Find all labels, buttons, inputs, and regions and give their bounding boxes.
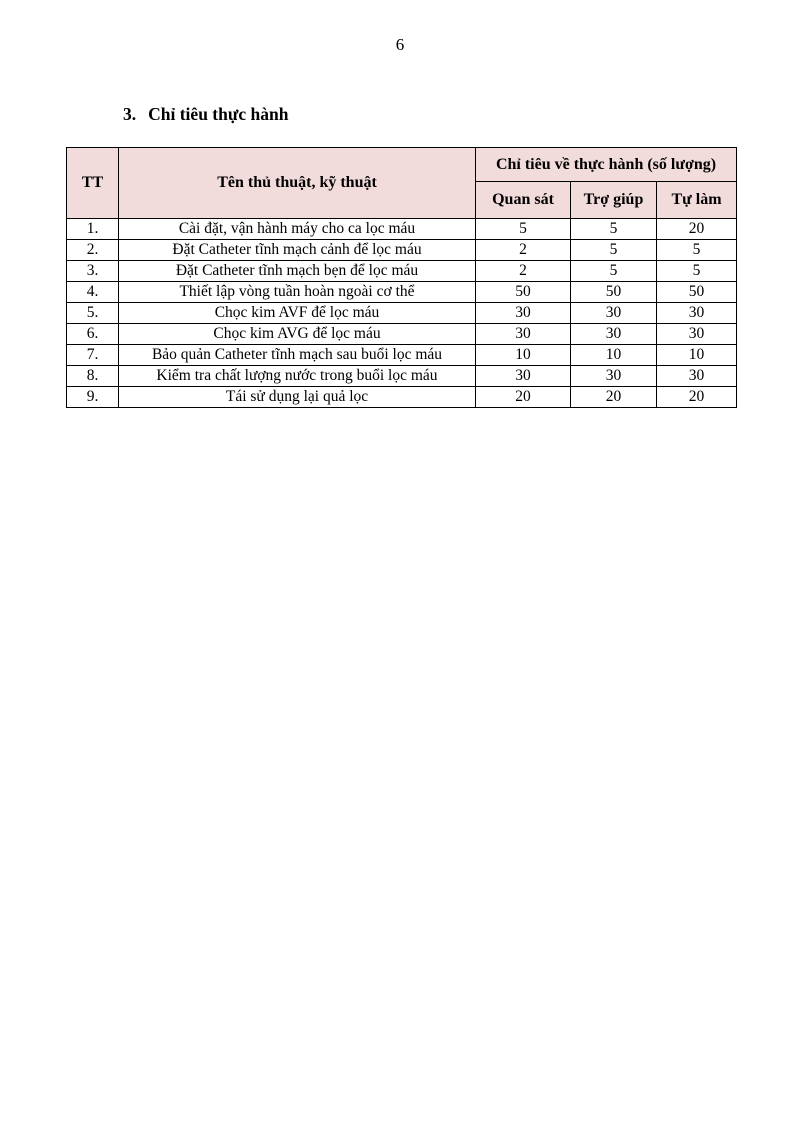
row-number-cell: 8. (67, 366, 119, 387)
procedure-name-cell: Thiết lập vòng tuần hoàn ngoài cơ thể (119, 282, 476, 303)
table-header (67, 148, 737, 219)
self-count-cell: 30 (657, 366, 737, 387)
procedure-name-cell: Tái sử dụng lại quả lọc (119, 387, 476, 408)
table-row (67, 345, 737, 366)
table-row (67, 219, 737, 240)
procedure-name-cell: Chọc kim AVG để lọc máu (119, 324, 476, 345)
observe-count-cell: 5 (476, 219, 571, 240)
page-number: 6 (395, 35, 405, 54)
row-number-cell: 3. (67, 261, 119, 282)
row-number-cell: 5. (67, 303, 119, 324)
table-row (67, 261, 737, 282)
procedure-name-cell: Bảo quản Catheter tĩnh mạch sau buổi lọc máu (119, 345, 476, 366)
assist-count-cell: 5 (571, 219, 657, 240)
assist-count-cell: 5 (571, 261, 657, 282)
observe-count-cell: 10 (476, 345, 571, 366)
table-row (67, 387, 737, 408)
observe-count-cell: 2 (476, 240, 571, 261)
self-count-cell: 50 (657, 282, 737, 303)
row-number-cell: 2. (67, 240, 119, 261)
row-number-cell: 7. (67, 345, 119, 366)
row-number-cell: 6. (67, 324, 119, 345)
row-number-cell: 4. (67, 282, 119, 303)
header-row-top (67, 148, 737, 182)
procedure-name-cell: Cài đặt, vận hành máy cho ca lọc máu (119, 219, 476, 240)
header-cell-assist: Trợ giúp (571, 182, 657, 219)
observe-count-cell: 50 (476, 282, 571, 303)
section-heading-text: Chỉ tiêu thực hành (148, 104, 289, 124)
self-count-cell: 30 (657, 303, 737, 324)
section-heading-number: 3. (123, 104, 137, 124)
observe-count-cell: 30 (476, 366, 571, 387)
self-count-cell: 20 (657, 219, 737, 240)
assist-count-cell: 20 (571, 387, 657, 408)
assist-count-cell: 30 (571, 303, 657, 324)
table-row (67, 303, 737, 324)
header-cell-procedure-name: Tên thủ thuật, kỹ thuật (119, 148, 476, 219)
row-number-cell: 1. (67, 219, 119, 240)
header-cell-self: Tự làm (657, 182, 737, 219)
procedure-name-cell: Kiểm tra chất lượng nước trong buổi lọc máu (119, 366, 476, 387)
header-cell-group: Chỉ tiêu về thực hành (số lượng) (476, 148, 737, 182)
procedure-name-cell: Đặt Catheter tĩnh mạch cảnh để lọc máu (119, 240, 476, 261)
assist-count-cell: 5 (571, 240, 657, 261)
table-row (67, 240, 737, 261)
procedure-name-cell: Đặt Catheter tĩnh mạch bẹn để lọc máu (119, 261, 476, 282)
self-count-cell: 30 (657, 324, 737, 345)
procedure-name-cell: Chọc kim AVF để lọc máu (119, 303, 476, 324)
section-heading (123, 104, 288, 125)
observe-count-cell: 20 (476, 387, 571, 408)
assist-count-cell: 10 (571, 345, 657, 366)
table-row (67, 324, 737, 345)
assist-count-cell: 50 (571, 282, 657, 303)
observe-count-cell: 2 (476, 261, 571, 282)
header-cell-observe: Quan sát (476, 182, 571, 219)
assist-count-cell: 30 (571, 366, 657, 387)
table-row (67, 366, 737, 387)
observe-count-cell: 30 (476, 324, 571, 345)
assist-count-cell: 30 (571, 324, 657, 345)
header-cell-tt: TT (67, 148, 119, 219)
observe-count-cell: 30 (476, 303, 571, 324)
self-count-cell: 10 (657, 345, 737, 366)
self-count-cell: 5 (657, 240, 737, 261)
self-count-cell: 5 (657, 261, 737, 282)
row-number-cell: 9. (67, 387, 119, 408)
self-count-cell: 20 (657, 387, 737, 408)
table-body (67, 219, 737, 408)
table-row (67, 282, 737, 303)
practice-indicators-table (66, 147, 737, 408)
